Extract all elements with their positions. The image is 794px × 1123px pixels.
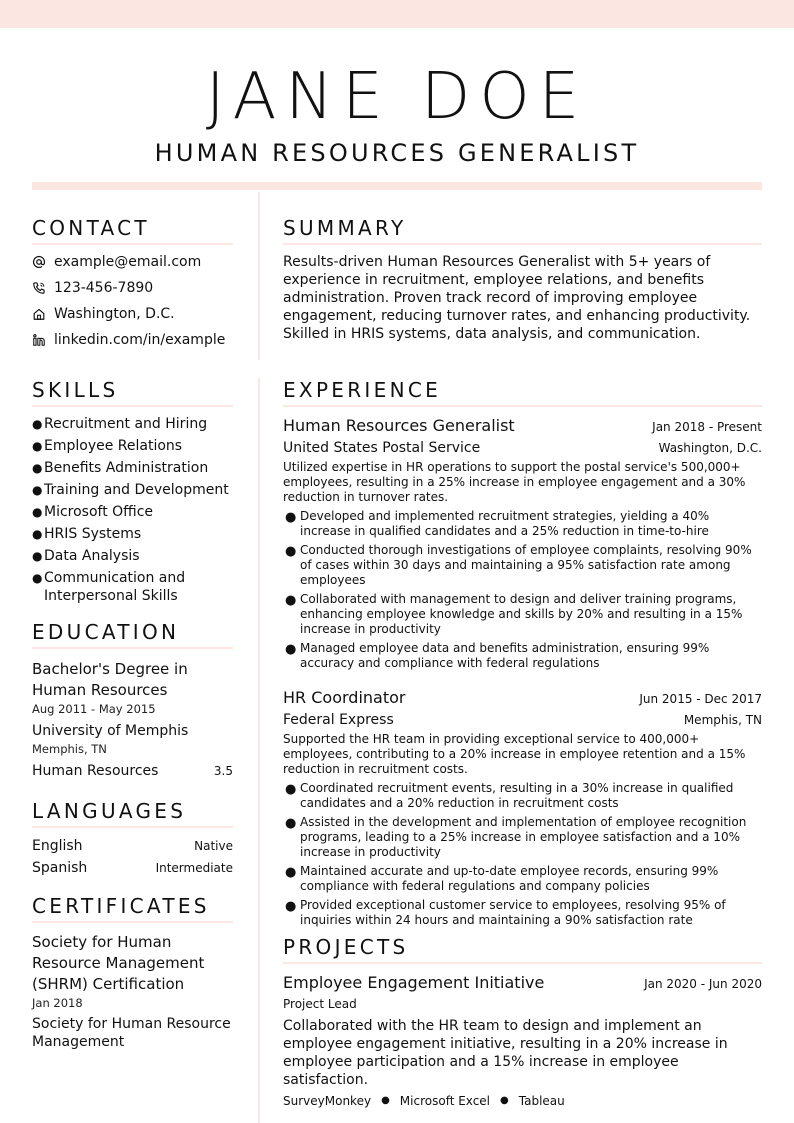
bullet-icon: ● — [285, 593, 297, 608]
list-item: ● Managed employee data and benefits administration, ensuring 99% accuracy and compliance with federal regulations — [285, 641, 710, 670]
bullet-icon: ● — [32, 461, 43, 475]
contact-title: CONTACT — [32, 216, 233, 245]
list-item: ● Conducted thorough investigations of employee complaints, resolving 90% of cases within 30 days and maintaining a 95% satisfaction rate among employees — [285, 543, 752, 587]
job-bullets — [283, 781, 762, 928]
job-title: HR Coordinator — [283, 688, 406, 707]
bullet-icon: ● — [32, 571, 43, 585]
summary-section — [283, 216, 762, 343]
list-item: ● Training and Development — [32, 482, 229, 498]
linkedin-icon — [32, 333, 54, 347]
bullet-icon: ● — [32, 549, 43, 563]
job-location: Memphis, TN — [683, 713, 762, 727]
language-name: English — [32, 838, 83, 854]
job-entry — [283, 687, 762, 928]
list-item: ● Recruitment and Hiring — [32, 416, 208, 432]
bullet-icon: ● — [285, 544, 297, 559]
candidate-name: JANE DOE — [205, 60, 589, 134]
list-item: ● Developed and implemented recruitment strategies, yielding a 40% increase in qualified candidates and a 25% reduction in time-to-hire — [285, 509, 710, 538]
list-item: ● Collaborated with management to design and deliver training programs, enhancing employee knowledge and skills by 20% and resulting in a 15% increase in productivity — [285, 592, 743, 636]
candidate-role: HUMAN RESOURCES GENERALIST — [154, 139, 640, 167]
job-dates: Jan 2018 - Present — [652, 420, 762, 434]
list-item: ● Microsoft Office — [32, 504, 154, 520]
bullet-icon: ● — [285, 782, 297, 797]
contact-location-text: Washington, D.C. — [54, 306, 175, 322]
job-company: Federal Express — [283, 712, 394, 728]
list-item: ● Coordinated recruitment events, resulting in a 30% increase in qualified candidates and a 20% reduction in recruitment costs — [285, 781, 734, 810]
project-tools — [283, 1093, 762, 1109]
languages-section — [32, 799, 233, 879]
bullet-icon: ● — [32, 505, 43, 519]
contact-phone[interactable] — [32, 275, 233, 301]
project-role: Project Lead — [283, 997, 357, 1011]
education-field: Human Resources — [32, 763, 159, 779]
project-entry — [283, 972, 762, 1109]
bullet-icon: ● — [285, 816, 297, 831]
top-accent-band — [0, 0, 794, 28]
list-item: ● Assisted in the development and implementation of employee recognition programs, leading to a 25% increase in employee satisfaction and a 10% increase in productivity — [285, 815, 747, 859]
contact-email[interactable] — [32, 249, 233, 275]
education-school: University of Memphis — [32, 723, 189, 739]
contact-phone-text: 123-456-7890 — [54, 280, 154, 296]
at-icon — [32, 255, 54, 269]
bullet-icon: ● — [32, 417, 43, 431]
languages-title: LANGUAGES — [32, 799, 233, 828]
projects-title: PROJECTS — [283, 935, 762, 964]
contact-location — [32, 301, 233, 327]
header-divider — [32, 182, 762, 190]
bullet-icon: ● — [381, 1095, 390, 1106]
certificate-name: Society for Human Resource Management — [32, 1016, 231, 1050]
job-entry — [283, 415, 762, 671]
contact-linkedin-text: linkedin.com/in/example — [54, 332, 226, 348]
list-item: ● HRIS Systems — [32, 526, 142, 542]
experience-title: EXPERIENCE — [283, 378, 762, 407]
bullet-icon: ● — [285, 510, 297, 525]
education-gpa: 3.5 — [213, 764, 233, 778]
certificates-section — [32, 894, 233, 1051]
job-location: Washington, D.C. — [658, 441, 762, 455]
tool-item: Tableau — [518, 1094, 565, 1108]
certificates-title: CERTIFICATES — [32, 894, 233, 923]
list-item: ● Data Analysis — [32, 548, 140, 564]
list-item: ● Maintained accurate and up-to-date employee records, ensuring 99% compliance with federal regulations and company policies — [285, 864, 719, 893]
column-divider-bottom — [258, 378, 260, 1123]
bullet-icon: ● — [285, 642, 297, 657]
projects-section — [283, 935, 762, 1109]
languages-list — [32, 835, 233, 879]
summary-text: Results-driven Human Resources Generalist with 5+ years of experience in recruitment, employee relations, and benefits administration. Proven track record of improving employee engagement, reducing turnover rates, and enhancing productivity. Skilled in HRIS systems, data analysis, and communication. — [283, 254, 751, 342]
home-icon — [32, 307, 54, 321]
tool-item: SurveyMonkey — [283, 1094, 372, 1108]
list-item: ● Employee Relations — [32, 438, 183, 454]
certificate-name: Society for Human Resource Management (SHRM) Certification — [32, 933, 205, 993]
bullet-icon: ● — [285, 865, 297, 880]
bullet-icon: ● — [32, 527, 43, 541]
job-description: Utilized expertise in HR operations to support the postal service's 500,000+ employees, resulting in a 25% increase in employee engagement and a 30% reduction in turnover rates. — [283, 460, 746, 504]
summary-title: SUMMARY — [283, 216, 762, 245]
bullet-icon: ● — [32, 483, 43, 497]
education-section — [32, 620, 233, 781]
certificate-date: Jan 2018 — [32, 996, 83, 1010]
skills-title: SKILLS — [32, 378, 233, 407]
tool-item: Microsoft Excel — [399, 1094, 491, 1108]
education-dates: Aug 2011 - May 2015 — [32, 702, 156, 716]
phone-icon — [32, 281, 54, 295]
job-company: United States Postal Service — [283, 440, 481, 456]
contact-section — [32, 216, 233, 353]
list-item — [32, 857, 233, 879]
education-degree: Bachelor's Degree in Human Resources — [32, 660, 188, 699]
column-divider-top — [258, 192, 260, 360]
skills-section — [32, 378, 233, 609]
project-dates: Jan 2020 - Jun 2020 — [644, 977, 762, 991]
bullet-icon: ● — [32, 439, 43, 453]
list-item — [32, 835, 233, 857]
job-bullets — [283, 509, 762, 671]
language-name: Spanish — [32, 860, 88, 876]
contact-email-text: example@email.com — [54, 254, 202, 270]
project-description: Collaborated with the HR team to design and implement an employee engagement initiative, resulting in a 20% increase in employee participation and a 15% increase in employee satisfaction. — [283, 1018, 728, 1088]
project-title: Employee Engagement Initiative — [283, 973, 545, 992]
skills-list — [32, 415, 233, 605]
contact-linkedin[interactable] — [32, 327, 233, 353]
job-title: Human Resources Generalist — [283, 416, 515, 435]
list-item: ● Provided exceptional customer service to employees, resolving 95% of inquiries within 24 hours and maintaining a 90% satisfaction rate — [285, 898, 726, 927]
experience-section — [283, 378, 762, 932]
list-item: ● Communication and Interpersonal Skills — [32, 570, 186, 604]
bullet-icon: ● — [500, 1095, 509, 1106]
education-field-row — [32, 761, 233, 781]
contact-list — [32, 249, 233, 353]
list-item: ● Benefits Administration — [32, 460, 209, 476]
job-dates: Jun 2015 - Dec 2017 — [639, 692, 762, 706]
education-location: Memphis, TN — [32, 742, 107, 756]
education-title: EDUCATION — [32, 620, 233, 649]
language-level: Intermediate — [155, 861, 233, 875]
bullet-icon: ● — [285, 899, 297, 914]
job-description: Supported the HR team in providing exceptional service to 400,000+ employees, contributing to a 20% increase in employee retention and a 15% reduction in recruitment costs. — [283, 732, 746, 776]
language-level: Native — [194, 839, 233, 853]
